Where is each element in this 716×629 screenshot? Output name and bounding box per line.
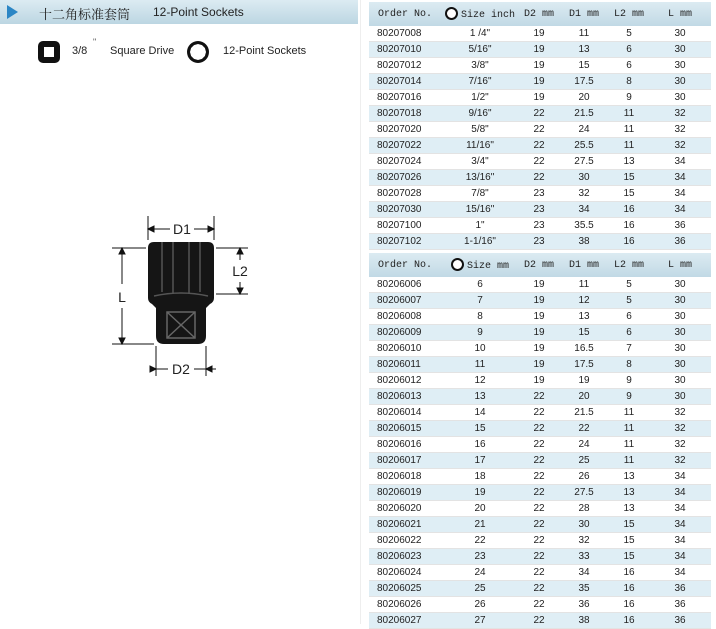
- d2-label: D2: [172, 361, 190, 377]
- cell-d2: 19: [519, 357, 559, 373]
- cell-d1: 22: [559, 421, 609, 437]
- cell-order-no: 80207014: [369, 74, 441, 90]
- cell-order-no: 80206020: [369, 501, 441, 517]
- cell-order-no: 80206024: [369, 565, 441, 581]
- cell-size: 1 /4": [441, 26, 519, 42]
- cell-l: 30: [649, 309, 711, 325]
- cell-size: 5/16": [441, 42, 519, 58]
- table-row: [369, 122, 711, 138]
- cell-size: 3/4": [441, 154, 519, 170]
- header-d1: D1 mm: [559, 2, 609, 26]
- table-row: [369, 453, 711, 469]
- cell-d1: 27.5: [559, 154, 609, 170]
- table-header-row: [369, 253, 711, 277]
- cell-size: 25: [441, 581, 519, 597]
- cell-l: 34: [649, 485, 711, 501]
- cell-l: 32: [649, 453, 711, 469]
- cell-d2: 22: [519, 533, 559, 549]
- cell-l2: 8: [609, 357, 649, 373]
- header-l: L mm: [649, 2, 711, 26]
- table-row: [369, 170, 711, 186]
- cell-d2: 19: [519, 293, 559, 309]
- cell-d1: 11: [559, 277, 609, 293]
- cell-l2: 6: [609, 42, 649, 58]
- cell-l: 34: [649, 154, 711, 170]
- cell-size: 16: [441, 437, 519, 453]
- cell-d2: 19: [519, 325, 559, 341]
- table-row: [369, 341, 711, 357]
- cell-order-no: 80206010: [369, 341, 441, 357]
- cell-order-no: 80206015: [369, 421, 441, 437]
- cell-order-no: 80207102: [369, 234, 441, 250]
- cell-l: 30: [649, 74, 711, 90]
- table-header-row: [369, 2, 711, 26]
- cell-l2: 16: [609, 234, 649, 250]
- cell-order-no: 80206019: [369, 485, 441, 501]
- twelve-point-socket-icon: [186, 40, 210, 64]
- table-row: [369, 613, 711, 629]
- cell-l2: 5: [609, 277, 649, 293]
- drive-size: 3/8: [72, 45, 88, 57]
- cell-l2: 11: [609, 453, 649, 469]
- table-row: [369, 581, 711, 597]
- cell-size: 12: [441, 373, 519, 389]
- cell-l: 36: [649, 218, 711, 234]
- cell-l: 30: [649, 357, 711, 373]
- cell-order-no: 80206008: [369, 309, 441, 325]
- cell-d2: 22: [519, 421, 559, 437]
- table-row: [369, 74, 711, 90]
- cell-d1: 24: [559, 122, 609, 138]
- cell-d2: 22: [519, 549, 559, 565]
- cell-d1: 35: [559, 581, 609, 597]
- table-row: [369, 501, 711, 517]
- cell-order-no: 80206016: [369, 437, 441, 453]
- cell-order-no: 80206018: [369, 469, 441, 485]
- cell-d1: 38: [559, 234, 609, 250]
- cell-size: 17: [441, 453, 519, 469]
- cell-l: 34: [649, 186, 711, 202]
- cell-l2: 15: [609, 517, 649, 533]
- cell-l2: 11: [609, 437, 649, 453]
- cell-size: 7/16": [441, 74, 519, 90]
- d1-label: D1: [173, 221, 191, 237]
- cell-size: 20: [441, 501, 519, 517]
- table-row: [369, 138, 711, 154]
- cell-l: 30: [649, 90, 711, 106]
- cell-size: 5/8": [441, 122, 519, 138]
- cell-order-no: 80207016: [369, 90, 441, 106]
- cell-size: 27: [441, 613, 519, 629]
- cell-d1: 15: [559, 58, 609, 74]
- cell-l: 34: [649, 549, 711, 565]
- cell-order-no: 80206014: [369, 405, 441, 421]
- header-d2: D2 mm: [519, 253, 559, 277]
- cell-size: 13/16": [441, 170, 519, 186]
- cell-d2: 19: [519, 309, 559, 325]
- drive-size-mark: ": [93, 37, 97, 47]
- cell-l2: 11: [609, 138, 649, 154]
- cell-l2: 16: [609, 565, 649, 581]
- cell-d1: 35.5: [559, 218, 609, 234]
- cell-l: 36: [649, 234, 711, 250]
- cell-d1: 21.5: [559, 405, 609, 421]
- cell-d2: 22: [519, 597, 559, 613]
- table-row: [369, 357, 711, 373]
- cell-d2: 19: [519, 42, 559, 58]
- cell-l: 36: [649, 613, 711, 629]
- cell-d2: 22: [519, 517, 559, 533]
- cell-size: 7: [441, 293, 519, 309]
- table-row: [369, 202, 711, 218]
- cell-l2: 16: [609, 597, 649, 613]
- cell-order-no: 80207008: [369, 26, 441, 42]
- cell-d1: 28: [559, 501, 609, 517]
- l-label: L: [118, 289, 126, 305]
- cell-l2: 11: [609, 421, 649, 437]
- cell-size: 1": [441, 218, 519, 234]
- header-size-label: Size inch: [460, 10, 515, 21]
- cell-order-no: 80206012: [369, 373, 441, 389]
- table-row: [369, 597, 711, 613]
- cell-d1: 21.5: [559, 106, 609, 122]
- cell-size: 9/16": [441, 106, 519, 122]
- cell-d1: 11: [559, 26, 609, 42]
- socket-label: 12-Point Sockets: [223, 45, 307, 57]
- cell-d2: 22: [519, 613, 559, 629]
- header-size-label: Size mm: [466, 261, 509, 272]
- cell-d2: 22: [519, 501, 559, 517]
- cell-d2: 22: [519, 437, 559, 453]
- cell-d1: 30: [559, 170, 609, 186]
- cell-d1: 17.5: [559, 357, 609, 373]
- header-d2: D2 mm: [519, 2, 559, 26]
- cell-d2: 19: [519, 373, 559, 389]
- square-drive-icon: [38, 41, 60, 63]
- cell-l2: 15: [609, 549, 649, 565]
- cell-l: 34: [649, 202, 711, 218]
- cell-d2: 22: [519, 389, 559, 405]
- cell-l: 32: [649, 106, 711, 122]
- cell-size: 11/16": [441, 138, 519, 154]
- cell-size: 11: [441, 357, 519, 373]
- cell-l2: 5: [609, 293, 649, 309]
- cell-l2: 8: [609, 74, 649, 90]
- cell-d1: 30: [559, 517, 609, 533]
- cell-d1: 13: [559, 42, 609, 58]
- cell-order-no: 80206006: [369, 277, 441, 293]
- header-d1: D1 mm: [559, 253, 609, 277]
- cell-l: 34: [649, 501, 711, 517]
- column-separator: [360, 0, 361, 624]
- cell-l2: 16: [609, 613, 649, 629]
- cell-d1: 36: [559, 597, 609, 613]
- cell-order-no: 80207020: [369, 122, 441, 138]
- cell-d1: 24: [559, 437, 609, 453]
- cell-d2: 22: [519, 106, 559, 122]
- table-row: [369, 533, 711, 549]
- table-row: [369, 26, 711, 42]
- cell-l2: 15: [609, 533, 649, 549]
- table-row: [369, 186, 711, 202]
- cell-order-no: 80207022: [369, 138, 441, 154]
- cell-d1: 26: [559, 469, 609, 485]
- cell-size: 10: [441, 341, 519, 357]
- table-row: [369, 58, 711, 74]
- cell-l2: 15: [609, 186, 649, 202]
- cell-size: 18: [441, 469, 519, 485]
- mm-table-body: [369, 277, 711, 629]
- cell-l: 30: [649, 277, 711, 293]
- cell-d2: 22: [519, 170, 559, 186]
- inch-table-body: [369, 26, 711, 250]
- cell-l: 32: [649, 138, 711, 154]
- table-row: [369, 106, 711, 122]
- cell-size: 21: [441, 517, 519, 533]
- cell-d2: 19: [519, 58, 559, 74]
- cell-l: 32: [649, 405, 711, 421]
- cell-l2: 11: [609, 405, 649, 421]
- cell-size: 13: [441, 389, 519, 405]
- table-row: [369, 309, 711, 325]
- header-size: [441, 253, 519, 277]
- socket-circle-icon: [445, 7, 458, 20]
- cell-d1: 33: [559, 549, 609, 565]
- title-bar: [0, 0, 358, 24]
- cell-l2: 6: [609, 58, 649, 74]
- cell-order-no: 80206027: [369, 613, 441, 629]
- cell-d2: 22: [519, 581, 559, 597]
- cell-size: 15: [441, 421, 519, 437]
- cell-l2: 6: [609, 309, 649, 325]
- cell-order-no: 80207100: [369, 218, 441, 234]
- cell-d2: 19: [519, 74, 559, 90]
- cell-d1: 34: [559, 565, 609, 581]
- cell-size: 22: [441, 533, 519, 549]
- cell-order-no: 80206025: [369, 581, 441, 597]
- cell-d2: 22: [519, 469, 559, 485]
- table-row: [369, 517, 711, 533]
- cell-size: 8: [441, 309, 519, 325]
- socket-circle-icon: [451, 258, 464, 271]
- cell-l: 34: [649, 533, 711, 549]
- cell-l2: 6: [609, 325, 649, 341]
- cell-d2: 22: [519, 453, 559, 469]
- cell-size: 15/16": [441, 202, 519, 218]
- table-row: [369, 485, 711, 501]
- cell-l: 30: [649, 26, 711, 42]
- header-order-no: Order No.: [369, 253, 441, 277]
- cell-l: 32: [649, 437, 711, 453]
- cell-order-no: 80207026: [369, 170, 441, 186]
- cell-order-no: 80207024: [369, 154, 441, 170]
- cell-l: 30: [649, 373, 711, 389]
- cell-size: 6: [441, 277, 519, 293]
- cell-d2: 22: [519, 565, 559, 581]
- cell-l: 34: [649, 565, 711, 581]
- socket-dimension-diagram: [98, 212, 268, 388]
- cell-d1: 17.5: [559, 74, 609, 90]
- cell-d1: 16.5: [559, 341, 609, 357]
- cell-l: 34: [649, 170, 711, 186]
- table-row: [369, 405, 711, 421]
- cell-l: 34: [649, 469, 711, 485]
- cell-order-no: 80207018: [369, 106, 441, 122]
- cell-l: 30: [649, 389, 711, 405]
- cell-l: 32: [649, 421, 711, 437]
- cell-d1: 13: [559, 309, 609, 325]
- cell-l2: 9: [609, 90, 649, 106]
- cell-l2: 9: [609, 373, 649, 389]
- mm-size-table: [369, 253, 711, 629]
- cell-order-no: 80206011: [369, 357, 441, 373]
- inch-size-table: [369, 2, 711, 250]
- cell-size: 1/2": [441, 90, 519, 106]
- cell-l: 34: [649, 517, 711, 533]
- cell-size: 23: [441, 549, 519, 565]
- cell-order-no: 80207012: [369, 58, 441, 74]
- cell-l: 30: [649, 341, 711, 357]
- table-row: [369, 389, 711, 405]
- cell-order-no: 80207010: [369, 42, 441, 58]
- table-row: [369, 277, 711, 293]
- table-row: [369, 90, 711, 106]
- table-row: [369, 154, 711, 170]
- l2-label: L2: [232, 263, 248, 279]
- cell-l2: 5: [609, 26, 649, 42]
- table-row: [369, 437, 711, 453]
- table-row: [369, 42, 711, 58]
- cell-order-no: 80206021: [369, 517, 441, 533]
- cell-l2: 16: [609, 581, 649, 597]
- table-row: [369, 293, 711, 309]
- cell-l2: 11: [609, 106, 649, 122]
- cell-l: 30: [649, 58, 711, 74]
- cell-d1: 32: [559, 186, 609, 202]
- cell-l2: 16: [609, 202, 649, 218]
- cell-size: 14: [441, 405, 519, 421]
- cell-d1: 25.5: [559, 138, 609, 154]
- cell-size: 7/8": [441, 186, 519, 202]
- cell-l: 30: [649, 325, 711, 341]
- cell-d2: 19: [519, 90, 559, 106]
- cell-d2: 22: [519, 154, 559, 170]
- table-row: [369, 421, 711, 437]
- cell-d2: 22: [519, 138, 559, 154]
- header-order-no: Order No.: [369, 2, 441, 26]
- cell-size: 9: [441, 325, 519, 341]
- cell-d2: 23: [519, 218, 559, 234]
- cell-d1: 32: [559, 533, 609, 549]
- cell-d2: 19: [519, 277, 559, 293]
- cell-size: 1-1/16": [441, 234, 519, 250]
- table-row: [369, 373, 711, 389]
- cell-d1: 27.5: [559, 485, 609, 501]
- cell-d2: 19: [519, 26, 559, 42]
- cell-l2: 13: [609, 469, 649, 485]
- cell-d1: 20: [559, 389, 609, 405]
- cell-d2: 22: [519, 122, 559, 138]
- cell-d1: 19: [559, 373, 609, 389]
- table-row: [369, 565, 711, 581]
- cell-order-no: 80207028: [369, 186, 441, 202]
- cell-d2: 22: [519, 485, 559, 501]
- cell-d1: 25: [559, 453, 609, 469]
- cell-order-no: 80206022: [369, 533, 441, 549]
- cell-d1: 34: [559, 202, 609, 218]
- cell-l2: 13: [609, 501, 649, 517]
- socket-body: [148, 242, 214, 344]
- cell-d2: 23: [519, 234, 559, 250]
- cell-d2: 23: [519, 186, 559, 202]
- cell-l2: 15: [609, 170, 649, 186]
- header-size: [441, 2, 519, 26]
- cell-l: 36: [649, 581, 711, 597]
- cell-order-no: 80206009: [369, 325, 441, 341]
- cell-l: 36: [649, 597, 711, 613]
- header-l: L mm: [649, 253, 711, 277]
- drive-label: Square Drive: [110, 45, 175, 57]
- cell-size: 3/8": [441, 58, 519, 74]
- cell-size: 19: [441, 485, 519, 501]
- table-row: [369, 325, 711, 341]
- cell-order-no: 80206026: [369, 597, 441, 613]
- cell-l2: 16: [609, 218, 649, 234]
- cell-order-no: 80206007: [369, 293, 441, 309]
- cell-l2: 13: [609, 485, 649, 501]
- cell-l: 32: [649, 122, 711, 138]
- cell-l: 30: [649, 293, 711, 309]
- cell-d1: 15: [559, 325, 609, 341]
- cell-order-no: 80206013: [369, 389, 441, 405]
- cell-order-no: 80206017: [369, 453, 441, 469]
- cell-d1: 38: [559, 613, 609, 629]
- cell-l2: 7: [609, 341, 649, 357]
- cell-d2: 23: [519, 202, 559, 218]
- cell-l: 30: [649, 42, 711, 58]
- cell-d2: 19: [519, 341, 559, 357]
- title-chinese: 十二角标准套筒: [39, 7, 131, 22]
- table-row: [369, 549, 711, 565]
- cell-order-no: 80207030: [369, 202, 441, 218]
- header-l2: L2 mm: [609, 2, 649, 26]
- cell-order-no: 80206023: [369, 549, 441, 565]
- cell-d1: 12: [559, 293, 609, 309]
- cell-size: 26: [441, 597, 519, 613]
- table-row: [369, 218, 711, 234]
- play-arrow-icon: [7, 5, 18, 19]
- cell-l2: 13: [609, 154, 649, 170]
- cell-d1: 20: [559, 90, 609, 106]
- table-row: [369, 469, 711, 485]
- title-english: 12-Point Sockets: [153, 5, 244, 19]
- cell-l2: 9: [609, 389, 649, 405]
- cell-d2: 22: [519, 405, 559, 421]
- cell-size: 24: [441, 565, 519, 581]
- cell-l2: 11: [609, 122, 649, 138]
- header-l2: L2 mm: [609, 253, 649, 277]
- table-row: [369, 234, 711, 250]
